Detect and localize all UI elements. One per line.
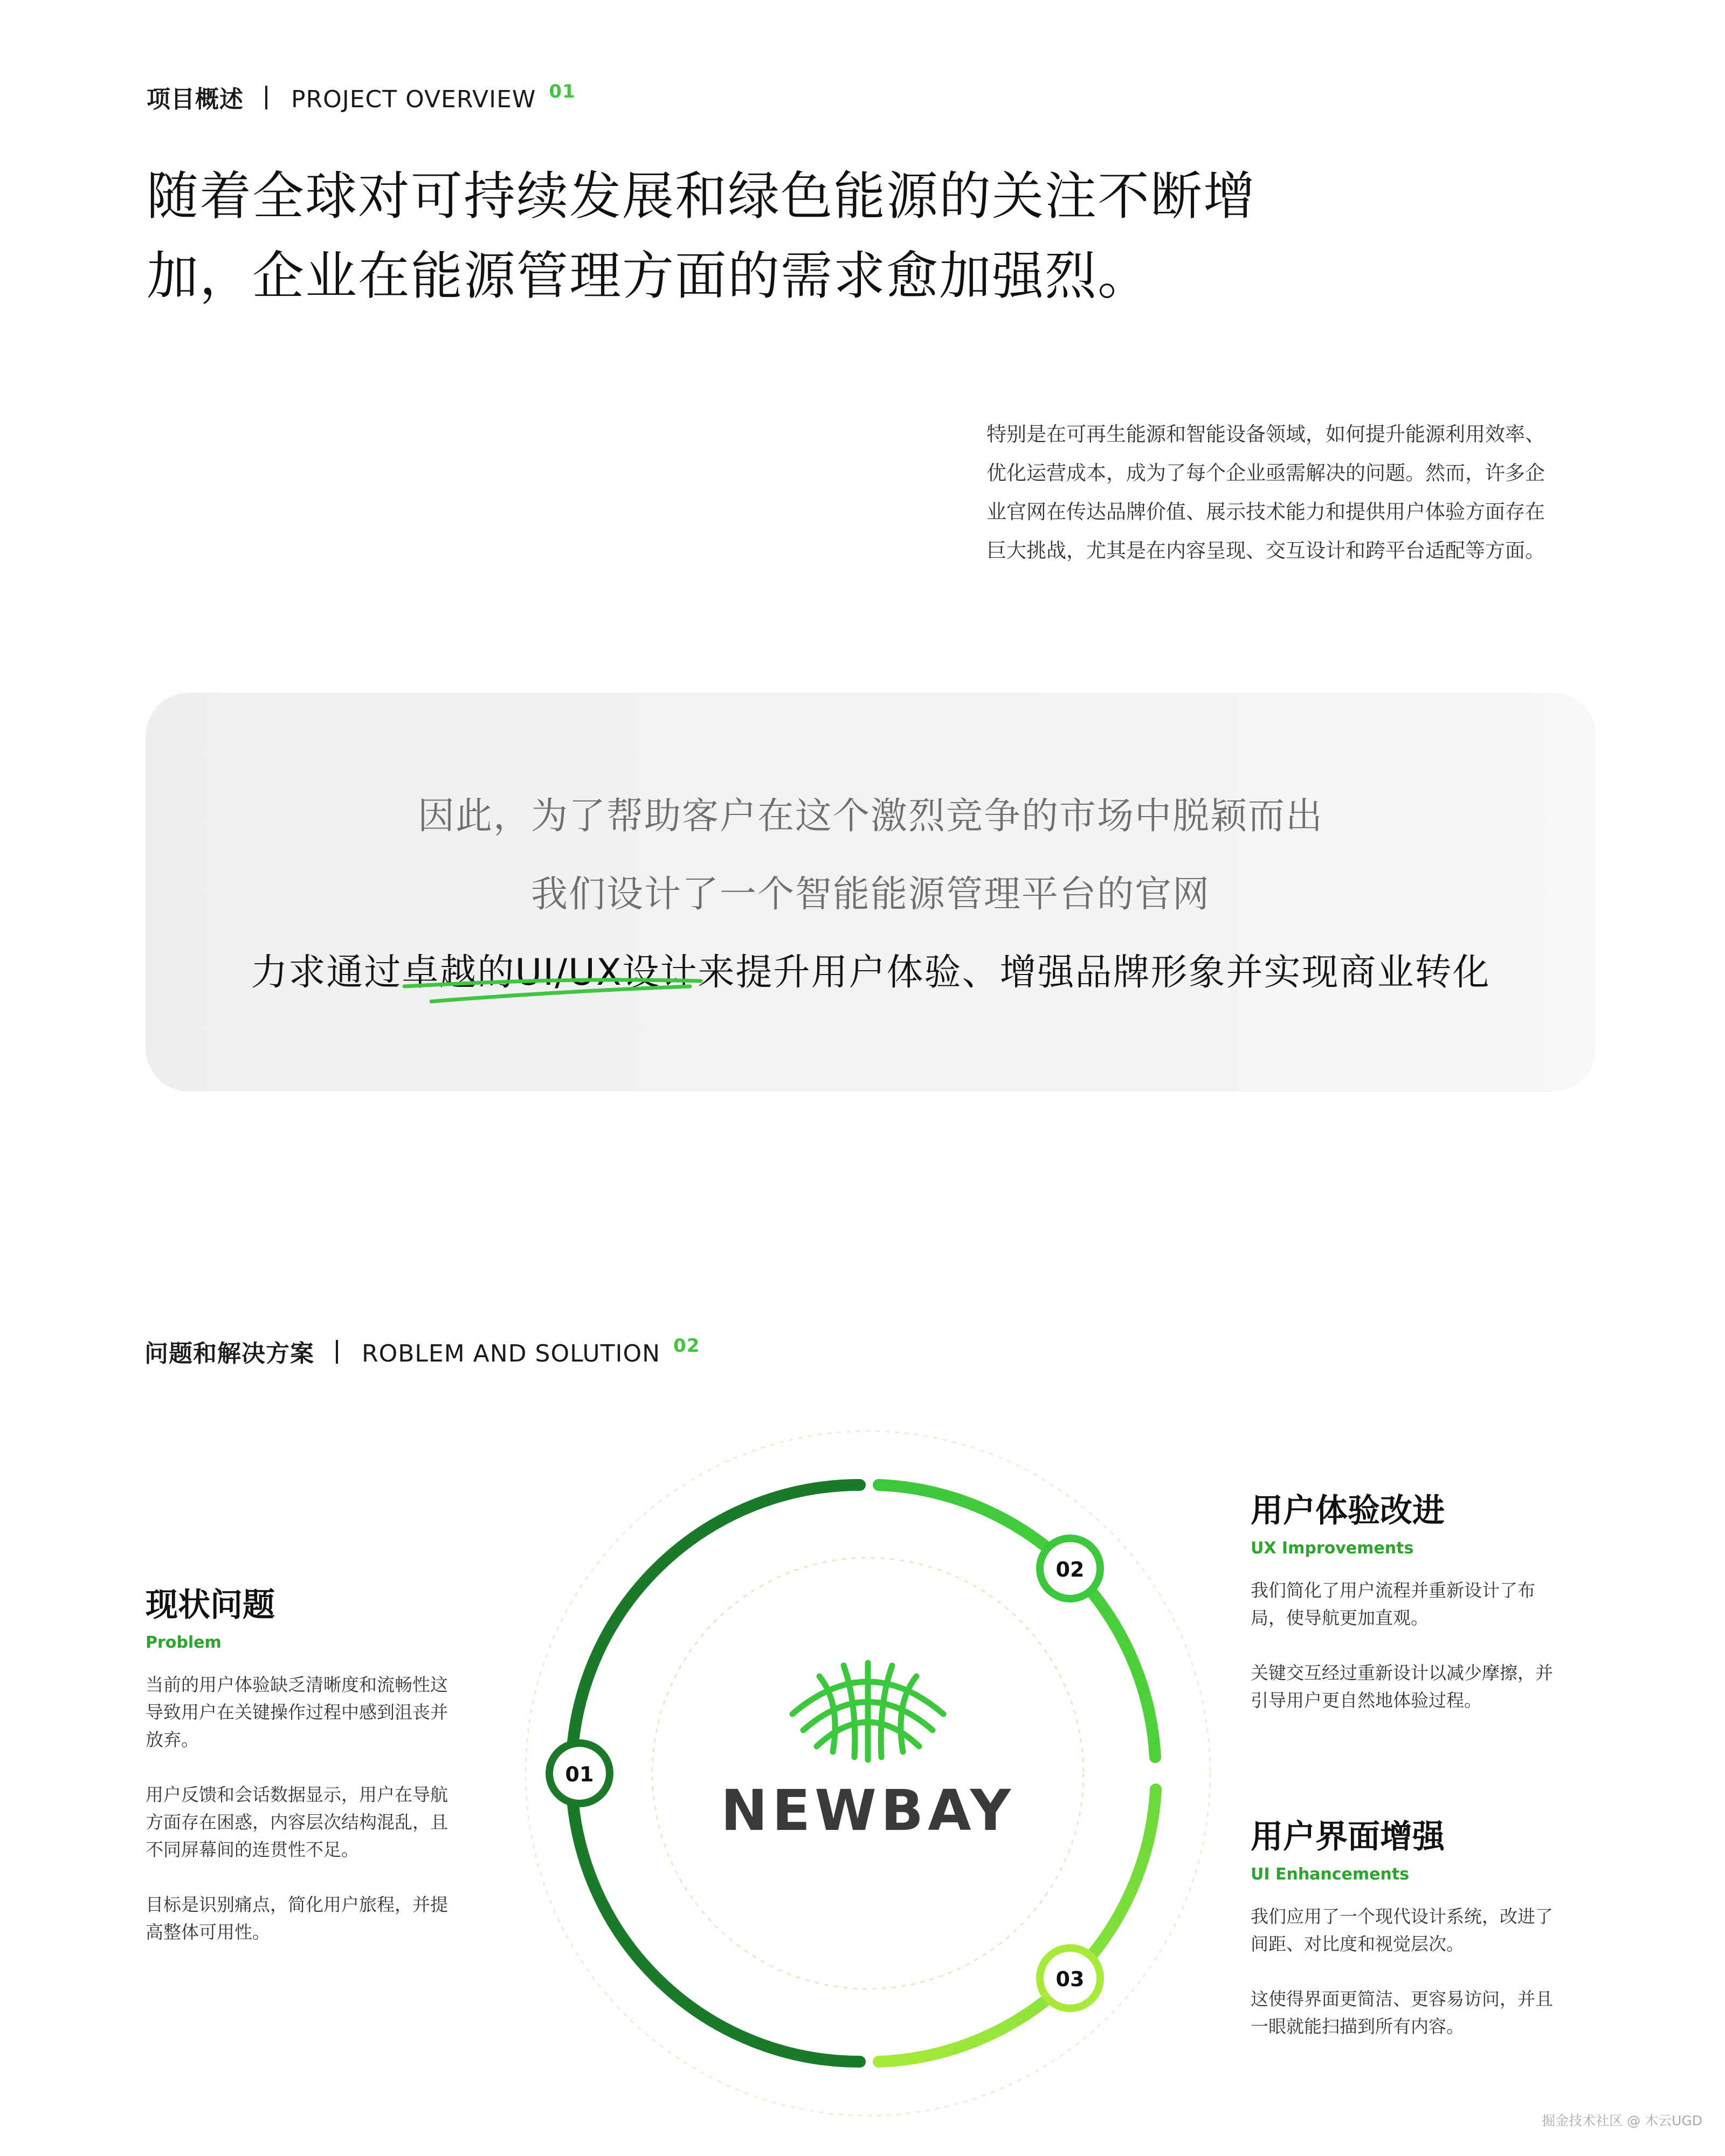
overview-header-en: PROJECT OVERVIEW: [291, 86, 536, 113]
header-divider: [336, 1340, 338, 1364]
problem-title: 现状问题: [146, 1586, 275, 1624]
ring-arc-dark: [571, 1485, 860, 2062]
text-line: 方面存在困惑，内容层次结构混乱，且: [146, 1812, 448, 1833]
quote-line-2: 我们设计了一个智能能源管理平台的官网: [530, 873, 1210, 916]
inner-dashed-ring: [652, 1558, 1084, 1989]
step-01-marker: [549, 1743, 610, 1803]
text-line: 局，使导航更加直观。: [1251, 1607, 1429, 1628]
ring-arc-mid: [879, 1485, 1155, 1757]
headline-line-2: 加，企业在能源管理方面的需求愈加强烈。: [147, 246, 1150, 306]
text-line: 这使得界面更简洁、更容易访问，并且: [1251, 1988, 1553, 2009]
process-diagram: [518, 1423, 1218, 2124]
problem-paragraph: [146, 1781, 491, 1863]
step-03-label: 03: [1055, 1967, 1085, 1991]
solution-header-number: 02: [673, 1335, 700, 1357]
step-02-label: 02: [1055, 1558, 1085, 1581]
quote-line-1: 因此，为了帮助客户在这个激烈竞争的市场中脱颖而出: [417, 795, 1323, 838]
text-line: 当前的用户体验缺乏清晰度和流畅性这: [146, 1674, 448, 1695]
text-line: 关键交互经过重新设计以减少摩擦，并: [1251, 1662, 1553, 1683]
ui-text: [1251, 1903, 1596, 2040]
ux-paragraph: [1251, 1659, 1596, 1714]
text-line: 导致用户在关键操作过程中感到沮丧并: [146, 1702, 448, 1723]
ux-title: 用户体验改进: [1251, 1492, 1445, 1530]
text-line: 高整体可用性。: [146, 1922, 270, 1943]
ui-subtitle: UI Enhancements: [1251, 1865, 1410, 1884]
watermark: 掘金技术社区 @ 木云UGD: [1542, 2113, 1702, 2129]
overview-header-cn: 项目概述: [147, 86, 244, 113]
paragraph-line: 业官网在传达品牌价值、展示技术能力和提供用户体验方面存在: [986, 500, 1545, 523]
ui-paragraph: [1251, 1985, 1596, 2040]
paragraph-line: 特别是在可再生能源和智能设备领域，如何提升能源利用效率、: [986, 423, 1545, 446]
problem-subtitle: Problem: [146, 1633, 222, 1652]
overview-paragraph: [986, 415, 1601, 570]
ux-subtitle: UX Improvements: [1251, 1539, 1414, 1558]
text-line: 我们简化了用户流程并重新设计了布: [1251, 1580, 1535, 1601]
text-line: 引导用户更自然地体验过程。: [1251, 1690, 1482, 1711]
ui-title: 用户界面增强: [1251, 1818, 1445, 1856]
outer-dashed-ring: [526, 1431, 1210, 2116]
highlight-scribble: [399, 970, 712, 1008]
quote-line-3: 力求通过卓越的UI/UX设计来提升用户体验、增强品牌形象并实现商业转化: [251, 951, 1491, 994]
step-01-label: 01: [565, 1763, 594, 1786]
overview-header-number: 01: [549, 81, 576, 102]
paragraph-line: 优化运营成本，成为了每个企业亟需解决的问题。然而，许多企: [986, 461, 1545, 485]
headline-line-1: 随着全球对可持续发展和绿色能源的关注不断增: [147, 166, 1256, 226]
newbay-logo-icon: [792, 1663, 943, 1760]
text-line: 目标是识别痛点，简化用户旅程，并提: [146, 1894, 448, 1915]
quote-card: [146, 693, 1596, 1091]
problem-paragraph: [146, 1671, 491, 1753]
ui-paragraph: [1251, 1903, 1596, 1958]
text-line: 一眼就能扫描到所有内容。: [1251, 2016, 1464, 2037]
overview-headline: [147, 156, 1279, 316]
solution-header-cn: 问题和解决方案: [144, 1340, 314, 1367]
text-line: 间距、对比度和视觉层次。: [1251, 1933, 1464, 1954]
header-divider: [265, 86, 267, 109]
paragraph-line: 巨大挑战，尤其是在内容呈现、交互设计和跨平台适配等方面。: [986, 539, 1545, 562]
ux-text: [1251, 1577, 1596, 1714]
step-02-marker: [1040, 1538, 1100, 1599]
ux-paragraph: [1251, 1577, 1596, 1632]
problem-paragraph: [146, 1891, 491, 1946]
newbay-logo-text: NEWBAY: [721, 1778, 1015, 1843]
overview-section-header: [147, 80, 576, 114]
solution-section-header: [144, 1334, 700, 1369]
text-line: 不同屏幕间的连贯性不足。: [146, 1839, 359, 1860]
problem-text: [146, 1671, 491, 1946]
step-03-marker: [1040, 1948, 1100, 2008]
text-line: 我们应用了一个现代设计系统，改进了: [1251, 1906, 1553, 1927]
text-line: 用户反馈和会话数据显示，用户在导航: [146, 1784, 448, 1805]
solution-header-en: ROBLEM AND SOLUTION: [362, 1340, 661, 1367]
text-line: 放弃。: [146, 1729, 199, 1750]
